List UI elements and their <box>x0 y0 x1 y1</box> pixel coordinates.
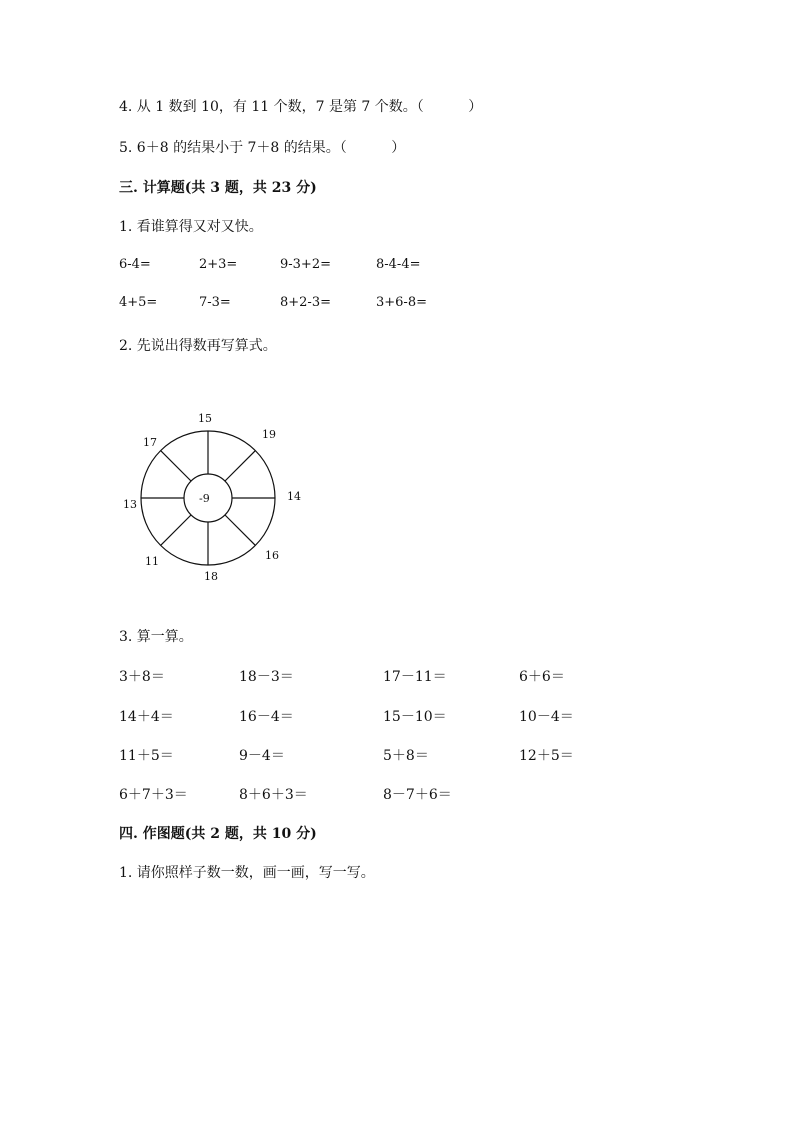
drawing-1-title: 1. 请你照样子数一数，画一画，写一写。 <box>119 865 375 881</box>
calc-1-item: 6-4= <box>119 257 151 272</box>
calc-1-item: 9-3+2= <box>280 257 331 272</box>
wheel-number: 15 <box>198 412 212 425</box>
calc-3-item: 16－4＝ <box>239 709 294 725</box>
wheel-number: 19 <box>262 428 276 441</box>
calc-2-title: 2. 先说出得数再写算式。 <box>119 338 277 354</box>
calc-3-item: 14＋4＝ <box>119 709 174 725</box>
calc-3-item: 9－4＝ <box>239 748 285 764</box>
calc-1-item: 7-3= <box>199 295 231 310</box>
calc-3-item: 8＋6＋3＝ <box>239 787 308 803</box>
calc-3-item: 17－11＝ <box>383 669 447 685</box>
calc-3-item: 11＋5＝ <box>119 748 174 764</box>
calc-1-item: 3+6-8= <box>376 295 427 310</box>
wheel-number: 17 <box>143 436 157 449</box>
calc-1-item: 2+3= <box>199 257 238 272</box>
wheel-number: 18 <box>204 570 218 583</box>
subtraction-wheel-diagram <box>118 405 308 585</box>
calc-3-title: 3. 算一算。 <box>119 629 193 645</box>
calc-1-item: 4+5= <box>119 295 158 310</box>
question-5: 5. 6＋8 的结果小于 7＋8 的结果。（ ） <box>119 140 406 156</box>
section-4-title: 四. 作图题(共 2 题，共 10 分) <box>119 826 317 842</box>
calc-1-item: 8+2-3= <box>280 295 331 310</box>
calc-3-item: 6＋7＋3＝ <box>119 787 188 803</box>
calc-3-item: 15－10＝ <box>383 709 447 725</box>
wheel-number: 13 <box>123 498 137 511</box>
calc-3-item: 8－7＋6＝ <box>383 787 452 803</box>
calc-3-item: 6＋6＝ <box>519 669 565 685</box>
calc-3-item: 5＋8＝ <box>383 748 429 764</box>
calc-3-item: 18－3＝ <box>239 669 294 685</box>
calc-3-item: 12＋5＝ <box>519 748 574 764</box>
wheel-center-label: -9 <box>199 492 210 505</box>
calc-1-title: 1. 看谁算得又对又快。 <box>119 219 263 235</box>
wheel-number: 11 <box>145 555 159 568</box>
section-3-title: 三. 计算题(共 3 题，共 23 分) <box>119 180 317 196</box>
wheel-number: 16 <box>265 549 279 562</box>
wheel-number: 14 <box>287 490 301 503</box>
calc-1-item: 8-4-4= <box>376 257 421 272</box>
calc-3-item: 3＋8＝ <box>119 669 165 685</box>
question-4: 4. 从 1 数到 10，有 11 个数，7 是第 7 个数。（ ） <box>119 99 483 115</box>
calc-3-item: 10－4＝ <box>519 709 574 725</box>
